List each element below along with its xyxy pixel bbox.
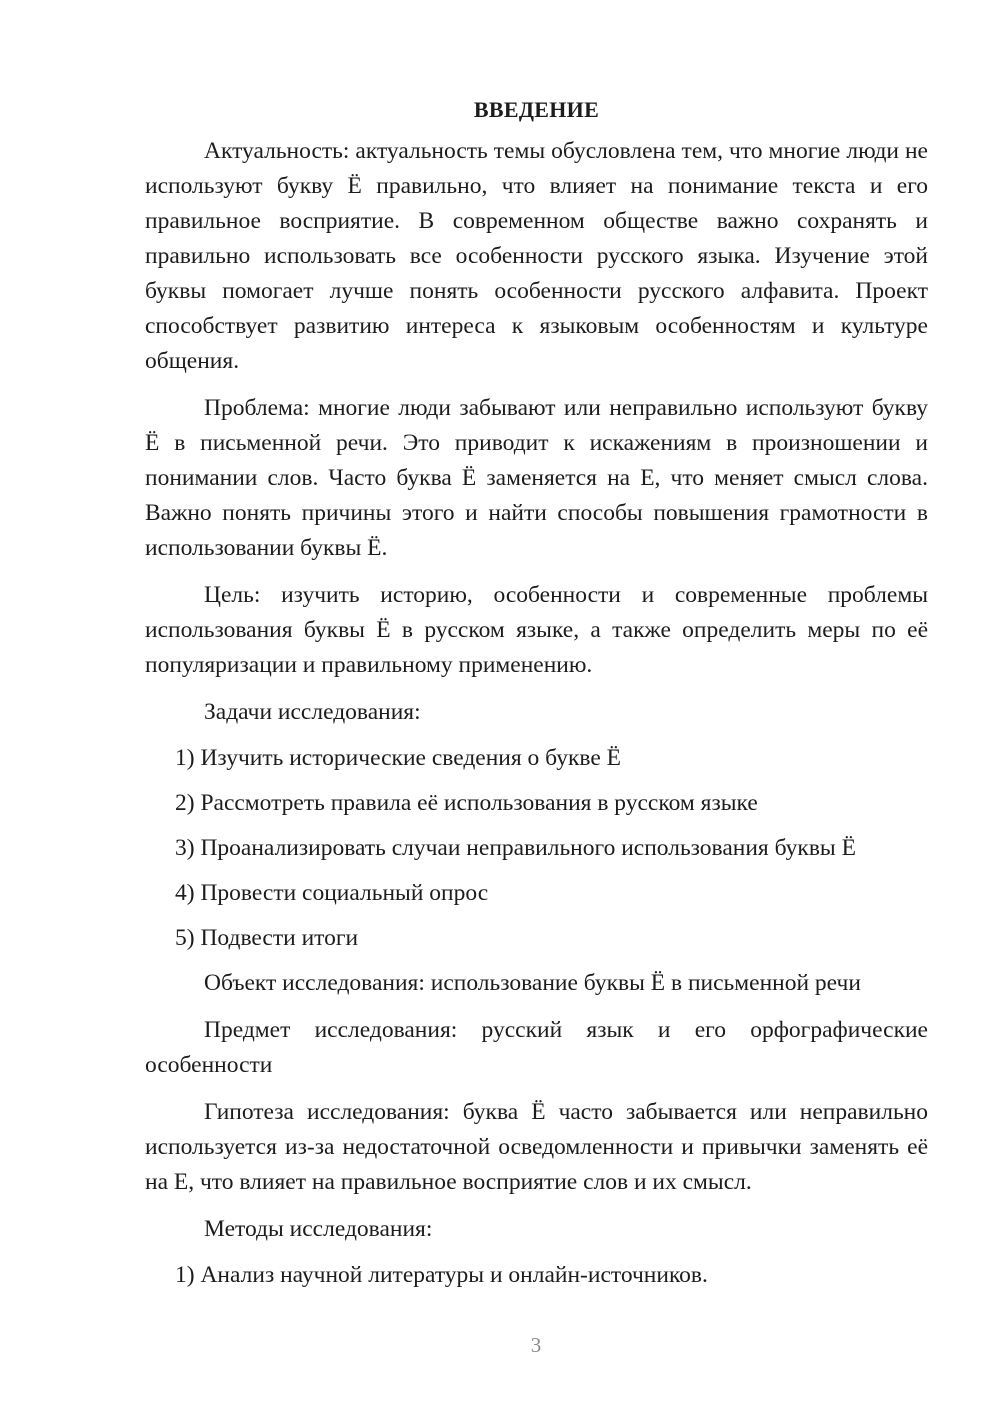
subject-paragraph: Предмет исследования: русский язык и его орфографические особенности [145, 1017, 928, 1078]
methods-label: Методы исследования: [204, 1216, 433, 1242]
document-body [145, 92, 928, 1303]
hypothesis-paragraph: Гипотеза исследования: буква Ё часто забывается или неправильно используется из-за недостаточной осведомленности и привычки заменять её на Е, что влияет на правильное восприятие слов и их смысл. [145, 1099, 928, 1195]
task-item-5: 5) Подвести итоги [175, 925, 359, 951]
task-item-4: 4) Провести социальный опрос [175, 880, 489, 906]
method-item-1: 1) Анализ научной литературы и онлайн-источников. [175, 1262, 708, 1288]
task-item-1: 1) Изучить исторические сведения о букве Ё [175, 745, 622, 771]
task-item-2: 2) Рассмотреть правила её использования в русском языке [175, 790, 758, 816]
problem-paragraph: Проблема: многие люди забывают или неправильно используют букву Ё в письменной речи. Это приводит к искажениям в произношении и понимании слов. Часто буква Ё заменяется на Е, что меняет смысл слова. Важно понять причины этого и найти способы повышения грамотности в использовании буквы Ё. [145, 395, 928, 561]
section-title: ВВЕДЕНИЕ [473, 97, 600, 122]
object-paragraph: Объект исследования: использование буквы Ё в письменной речи [204, 970, 861, 996]
goal-paragraph: Цель: изучить историю, особенности и современные проблемы использования буквы Ё в русском языке, а также определить меры по её популяризации и правильному применению. [145, 582, 928, 678]
tasks-label: Задачи исследования: [204, 699, 421, 725]
task-item-3: 3) Проанализировать случаи неправильного использования буквы Ё [175, 835, 856, 861]
page-number: 3 [530, 1333, 542, 1357]
relevance-paragraph: Актуальность: актуальность темы обусловлена тем, что многие люди не используют букву Ё правильно, что влияет на понимание текста и его правильное восприятие. В современном обществе важно сохранять и правильно использовать все особенности русского языка. Изучение этой буквы помогает лучше понять особенности русского алфавита. Проект способствует развитию интереса к языковым особенностям и культуре общения. [145, 138, 928, 374]
